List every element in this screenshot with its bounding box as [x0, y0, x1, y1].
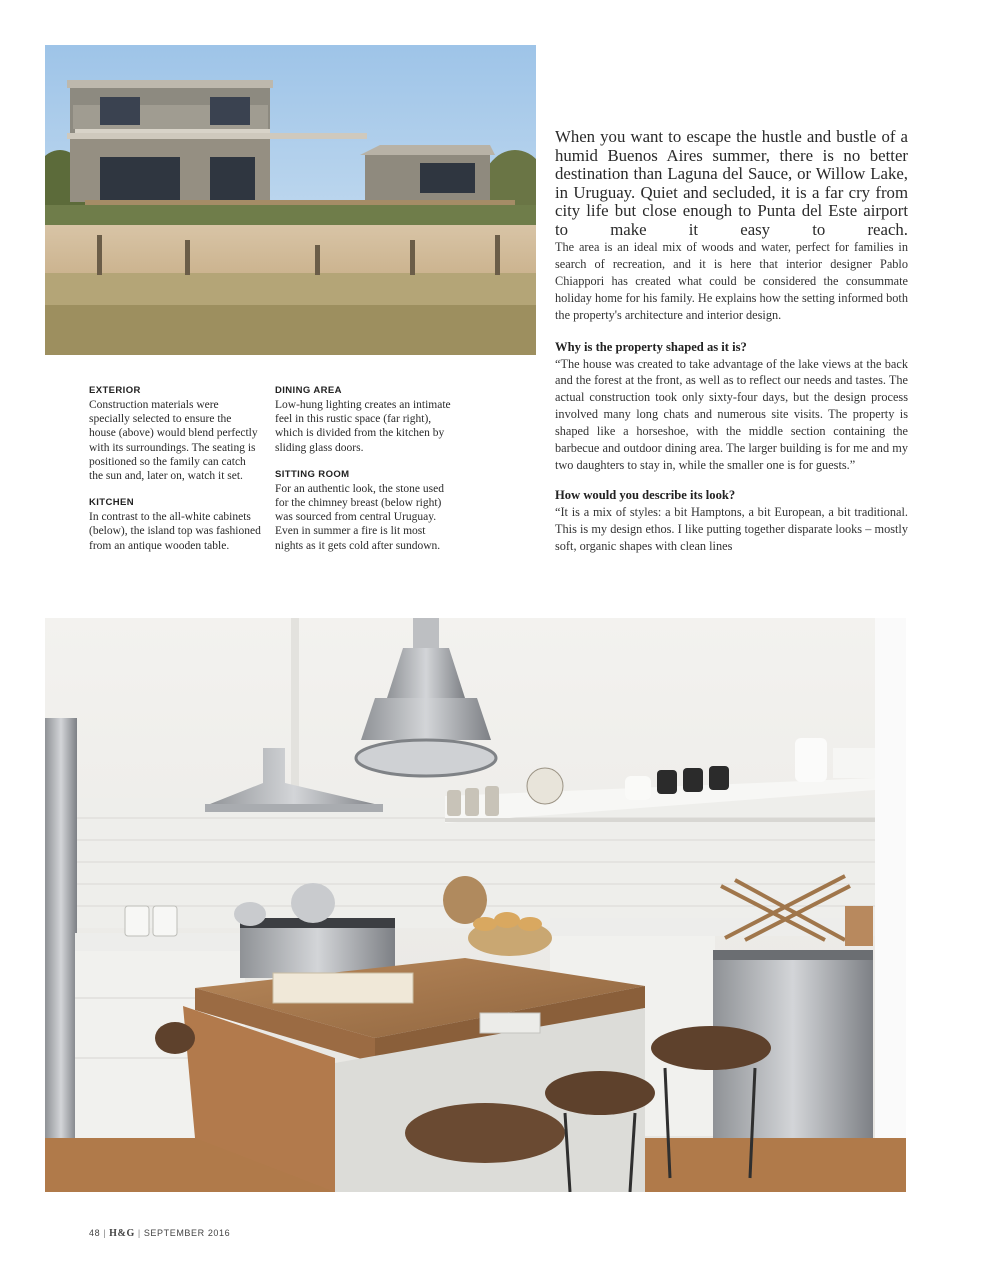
- captions-right-column: [275, 384, 455, 566]
- article-lede: When you want to escape the hustle and bustle of a humid Buenos Aires summer, there is no better destination than Laguna del Sauce, or Willow Lake, in Uruguay. Quiet and secluded, it is a far cry from city life but close enough to Punta del Este airport to make it easy to reach.: [555, 127, 908, 239]
- caption-exterior: [89, 384, 261, 483]
- page-footer: 48 | H&G | SEPTEMBER 2016: [89, 1228, 231, 1239]
- caption-sitting: [275, 468, 455, 553]
- caption-sitting-heading: SITTING ROOM: [275, 468, 350, 480]
- caption-kitchen-text: In contrast to the all-white cabinets (below), the island top was fashioned from an antique wooden table.: [89, 511, 261, 552]
- page-number: 48: [89, 1228, 101, 1238]
- magazine-brand: H&G: [109, 1228, 135, 1239]
- caption-dining-heading: DINING AREA: [275, 385, 342, 396]
- article-column: [555, 128, 908, 555]
- article-intro: The area is an ideal mix of woods and water, perfect for families in search of recreation, and it is here that interior designer Pablo Chiappori has created what could be considered the consummate holiday home for his family. He explains how the setting informed both the property's architecture and interior design.: [555, 240, 908, 322]
- exterior-house-illustration: [45, 45, 536, 355]
- caption-kitchen-heading: KITCHEN: [89, 497, 135, 509]
- caption-sitting-text: For an authentic look, the stone used for the chimney breast (below right) was sourced from central Uruguay. Even in summer a fire is lit most nights as it gets cold after sundown.: [275, 482, 444, 552]
- answer-property-shape: “The house was created to take advantage of the lake views at the back and the forest at the front, as well as to reflect our needs and tastes. The actual construction took only sixty-four days, but the design process involved many long chats and numerous site visits. The property is shaped like a horseshoe, with the middle section containing the barbecue and outdoor dining area. The larger building is for me and my two daughters to stay in, while the smaller one is for guests.”: [555, 356, 908, 472]
- question-property-shape: Why is the property shaped as it is?: [555, 339, 747, 354]
- caption-dining: [275, 384, 455, 455]
- kitchen-illustration: [45, 618, 906, 1192]
- caption-exterior-heading: EXTERIOR: [89, 385, 141, 396]
- exterior-house-photo: [45, 45, 536, 355]
- answer-describe-look: “It is a mix of styles: a bit Hamptons, a bit European, a bit traditional. This is my design ethos. I like putting together disparate looks – mostly soft, organic shapes with clean lines: [555, 504, 908, 553]
- kitchen-photo: [45, 618, 906, 1192]
- question-describe-look: How would you describe its look?: [555, 487, 736, 502]
- issue-date: SEPTEMBER 2016: [143, 1228, 231, 1238]
- caption-dining-text: Low-hung lighting creates an intimate feel in this rustic space (far right), which is divided from the kitchen by sliding glass doors.: [275, 399, 451, 454]
- captions-left-column: [89, 384, 261, 566]
- caption-exterior-text: Construction materials were specially selected to ensure the house (above) would blend perfectly with its surroundings. The seating is positioned so the family can catch the sun and, later on, watch it set.: [89, 399, 258, 483]
- caption-kitchen: [89, 496, 261, 553]
